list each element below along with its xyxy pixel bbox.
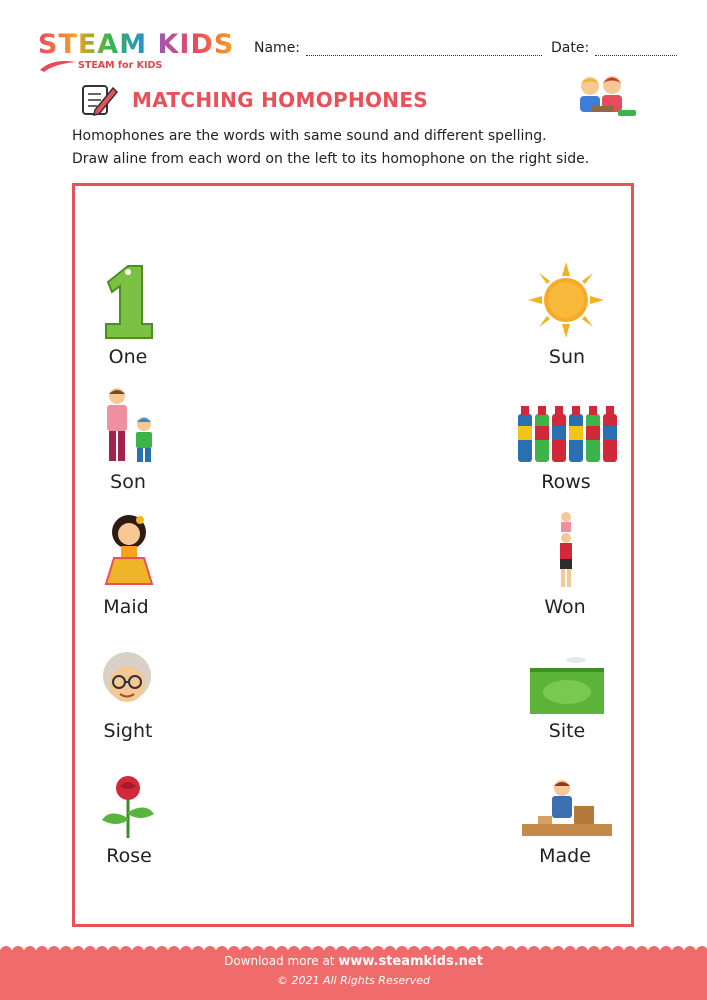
- left-word-sight: Sight: [103, 720, 153, 742]
- left-word-one: One: [108, 346, 148, 368]
- right-word-sun: Sun: [548, 346, 586, 368]
- logo-word-kids: KIDS: [157, 29, 235, 60]
- grandmother-glasses-icon: [94, 650, 160, 712]
- footer-download: [0, 954, 707, 969]
- footer-copyright: © 2021 All Rights Reserved: [276, 974, 430, 987]
- girl-icon: [100, 512, 158, 588]
- footer-download-prefix: Download more at: [224, 954, 335, 968]
- left-word-son: Son: [110, 471, 146, 493]
- logo-swoosh-icon: [38, 56, 78, 74]
- children-reading-icon: [570, 72, 640, 120]
- rose-icon: [98, 772, 158, 840]
- logo-tagline: STEAM for KIDS: [78, 60, 163, 71]
- name-label: Name:: [254, 40, 301, 56]
- left-word-rose: Rose: [106, 845, 152, 867]
- date-label: Date:: [551, 40, 590, 56]
- left-word-maid: Maid: [103, 596, 149, 618]
- instruction-line-1: Homophones are the words with same sound and different spelling.: [72, 128, 547, 144]
- father-and-son-icon: [100, 386, 158, 466]
- grass-field-icon: [530, 652, 604, 714]
- name-field[interactable]: [254, 40, 542, 56]
- number-one-icon: [98, 262, 158, 342]
- sun-icon: [528, 262, 604, 338]
- child-on-shoulders-icon: [552, 510, 580, 590]
- page-title: MATCHING HOMOPHONES: [132, 88, 428, 112]
- date-line[interactable]: [595, 43, 677, 56]
- logo-word-steam: STEAM: [38, 29, 148, 60]
- footer-site-link[interactable]: www.steamkids.net: [338, 954, 483, 969]
- steam-kids-logo: [38, 30, 238, 78]
- right-word-made: Made: [539, 845, 591, 867]
- right-word-won: Won: [544, 596, 586, 618]
- right-word-rows: Rows: [541, 471, 591, 493]
- bottles-in-rows-icon: [514, 404, 620, 466]
- pencil-paper-icon: [79, 80, 119, 118]
- instruction-line-2: Draw aline from each word on the left to its homophone on the right side.: [72, 151, 590, 167]
- right-word-site: Site: [548, 720, 586, 742]
- name-line[interactable]: [306, 43, 542, 56]
- date-field[interactable]: [551, 40, 677, 56]
- carpenter-icon: [520, 776, 614, 840]
